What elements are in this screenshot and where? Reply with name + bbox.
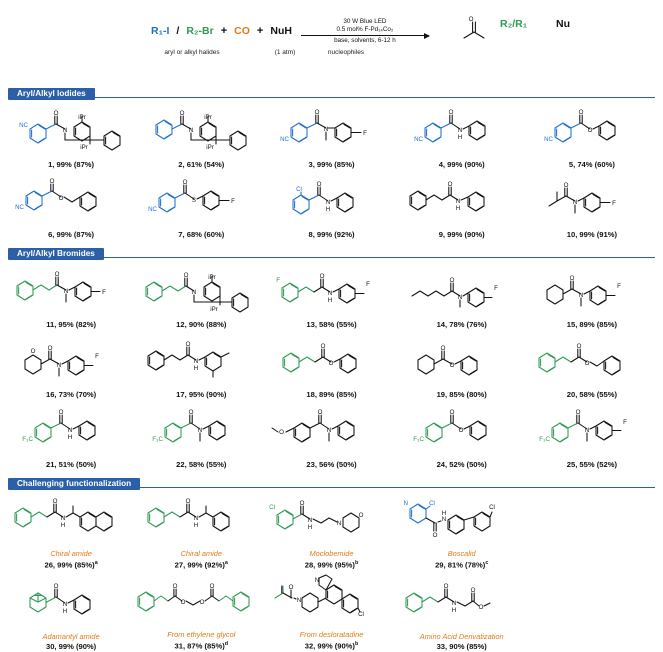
structure-7 [136, 170, 266, 230]
structure-28 [266, 490, 396, 549]
caption-25: 25, 55% (52%) [566, 460, 617, 469]
label-f-13a: F [276, 277, 281, 284]
entry-13 [266, 260, 396, 330]
sublabel-27: Chiral amide [180, 549, 223, 559]
grid-challenging-row2 [6, 571, 657, 652]
reagent-halide-iodide: R₁-I [151, 25, 170, 37]
structure-16 [6, 330, 136, 390]
entry-23 [266, 400, 396, 470]
caption-32 [305, 640, 359, 651]
halide-sublabel: aryl or alkyl halides [164, 49, 220, 56]
caption-24: 24, 52% (50%) [436, 460, 487, 469]
structure-4 [397, 100, 527, 160]
caption-32-text: 32, 99% (90%) [304, 642, 355, 651]
entry-19 [397, 330, 527, 400]
label-o-10: O [563, 182, 569, 189]
label-f-25: F [623, 419, 627, 426]
label-h-27: H [194, 521, 199, 529]
label-n-16: N [56, 362, 62, 369]
label-n-29: N [403, 499, 408, 507]
caption-12: 12, 90% (88%) [176, 320, 227, 329]
label-n-9: N [455, 198, 460, 205]
label-o-6b: O [58, 195, 64, 202]
caption-20: 20, 58% (55%) [566, 390, 617, 399]
caption-32-sup: b [354, 641, 359, 648]
label-n-15: N [578, 292, 584, 299]
structure-29 [397, 490, 527, 549]
label-o-29: O [432, 531, 438, 539]
section-title-challenging: Challenging functionalization [8, 478, 140, 491]
label-n-21: N [67, 427, 73, 434]
label-cl-8: Cl [296, 186, 303, 193]
label-o-6a: O [49, 178, 55, 185]
caption-16: 16, 73% (70%) [45, 390, 97, 399]
label-o-31c: O [199, 598, 205, 606]
label-f-3: F [363, 130, 368, 137]
entry-20 [527, 330, 657, 400]
structure-22 [136, 400, 266, 460]
entry-17 [136, 330, 266, 400]
entry-1 [6, 100, 136, 170]
structure-32 [266, 571, 396, 630]
caption-28 [305, 559, 359, 570]
label-nc-6: NC [15, 204, 25, 211]
label-cl-29a: Cl [428, 499, 435, 507]
figure-page [0, 4, 663, 651]
label-o-5b: O [587, 127, 593, 134]
label-o-19b: O [449, 362, 455, 369]
label-n-30: N [62, 600, 68, 608]
entry-7 [136, 170, 266, 240]
label-f-16: F [95, 353, 99, 360]
entry-14 [397, 260, 527, 330]
label-o-27: O [185, 497, 191, 505]
label-ipr-12b: iPr [210, 306, 219, 313]
caption-23: 23, 56% (50%) [306, 460, 357, 469]
structure-30 [6, 571, 136, 632]
entry-28 [266, 490, 396, 571]
label-n-3: N [324, 126, 329, 133]
label-o-33a: O [443, 582, 449, 590]
nuh-sublabel: nucleophiles [327, 49, 365, 56]
grid-bromides-row2 [6, 330, 657, 400]
label-o-16: O [47, 345, 53, 352]
label-n-29b: N [441, 515, 446, 523]
label-h-26: H [60, 521, 66, 529]
entry-33 [397, 571, 527, 652]
label-o-9: O [447, 181, 453, 188]
label-n-22: N [198, 427, 203, 434]
arrow-condition-bottom: base, solvents, 6-12 h [334, 36, 396, 44]
sublabel-33: Amino Acid Derivatization [419, 632, 504, 641]
arrow-condition-line2: 0.5 mol% F-Pd₁₄Co₂ [336, 25, 394, 33]
caption-27-text: 27, 99% (92%) [174, 561, 225, 570]
structure-5 [527, 100, 657, 160]
label-o-20a: O [576, 343, 582, 350]
section-bar-challenging [8, 473, 655, 488]
label-o-14: O [449, 277, 455, 284]
label-n-23: N [327, 427, 332, 434]
structure-6 [6, 170, 136, 230]
caption-1: 1, 99% (87%) [48, 160, 95, 169]
grid-challenging-row1 [6, 490, 657, 571]
caption-17: 17, 95% (90%) [176, 390, 227, 399]
label-cf3-22: F₃C [152, 436, 164, 443]
caption-4: 4, 99% (90%) [438, 160, 485, 169]
label-nc-7: NC [148, 206, 158, 213]
label-ipr-1b: iPr [80, 144, 88, 151]
structure-24 [397, 400, 527, 460]
label-n-2: N [189, 127, 194, 134]
caption-8: 8, 99% (92%) [308, 230, 355, 239]
label-cf3-24: F₃C [412, 436, 424, 443]
caption-29 [435, 559, 488, 570]
caption-21: 21, 51% (50%) [45, 460, 97, 469]
caption-31-sup: d [224, 641, 229, 648]
label-nc-5: NC [543, 136, 553, 143]
structure-9 [397, 170, 527, 230]
label-o-30: O [53, 582, 59, 590]
caption-5: 5, 74% (60%) [568, 160, 615, 169]
caption-3: 3, 99% (85%) [308, 160, 355, 169]
structure-3 [266, 100, 396, 160]
label-h-21: H [67, 434, 73, 441]
label-f-10: F [612, 200, 616, 207]
label-n-32: N [297, 596, 302, 604]
label-o-16-ring: O [30, 348, 36, 355]
structure-15 [527, 260, 657, 320]
section-title-iodides: Aryl/Alkyl Iodides [8, 88, 95, 101]
entry-27 [136, 490, 266, 571]
structure-14 [397, 260, 527, 320]
reagent-nuh: NuH [270, 25, 292, 37]
label-n-13: N [328, 290, 333, 297]
caption-28-text: 28, 99% (95%) [304, 561, 355, 570]
label-o-7: O [182, 179, 188, 186]
entry-3 [266, 100, 396, 170]
label-o-28b: O [359, 511, 364, 519]
structure-13 [266, 260, 396, 320]
co-sublabel: (1 atm) [274, 49, 296, 56]
label-n-25: N [584, 427, 590, 434]
reagent-co: CO [234, 25, 250, 37]
plus-sign-1: + [220, 25, 228, 37]
sublabel-32: From desloratadine [299, 630, 364, 640]
label-n-8: N [326, 199, 331, 206]
caption-30: 30, 99% (90%) [45, 642, 97, 651]
entry-placeholder-2 [527, 571, 657, 652]
label-o-17: O [185, 341, 191, 348]
label-o-15: O [569, 275, 575, 282]
sublabel-29: Boscalid [447, 549, 476, 559]
label-ipr-1a: iPr [78, 114, 86, 121]
label-nc-4: NC [413, 136, 423, 143]
label-o-12: O [183, 272, 189, 279]
label-nc-3: NC [280, 136, 290, 143]
structure-26 [6, 490, 136, 549]
label-n-4: N [457, 127, 462, 134]
caption-31 [175, 640, 229, 651]
caption-13: 13, 58% (55%) [306, 320, 357, 329]
label-f-14: F [493, 285, 498, 292]
reaction-scheme [8, 4, 655, 80]
structure-33 [397, 571, 527, 632]
structure-23 [266, 400, 396, 460]
label-o-2: O [179, 110, 185, 117]
label-n-1: N [62, 127, 68, 134]
label-n-14: N [457, 294, 462, 301]
structure-18 [266, 330, 396, 390]
caption-31-text: 31, 87% (85%) [174, 642, 225, 651]
label-cf3-21: F₃C [22, 436, 34, 443]
label-o-31d: O [209, 582, 215, 590]
product-nu-label: Nu [556, 18, 571, 30]
label-o-32: O [289, 583, 294, 591]
label-n-32b: N [315, 576, 320, 584]
sublabel-26: Chiral amide [50, 549, 92, 559]
label-n-33: N [451, 599, 456, 607]
entry-26 [6, 490, 136, 571]
label-h-13: H [328, 297, 333, 304]
product-r-label: R₂/R₁ [500, 18, 528, 30]
caption-22: 22, 58% (55%) [176, 460, 227, 469]
label-o-33b: O [470, 586, 476, 594]
label-f-15: F [617, 283, 621, 290]
caption-7: 7, 68% (60%) [178, 230, 225, 239]
section-bar-iodides [8, 83, 655, 98]
entry-30 [6, 571, 136, 652]
label-n-28: N [308, 516, 313, 524]
entry-22 [136, 400, 266, 470]
structure-27 [136, 490, 266, 549]
grid-bromides-row1 [6, 260, 657, 330]
label-ipr-12a: iPr [208, 274, 217, 281]
entry-2 [136, 100, 266, 170]
label-o-23: O [318, 409, 323, 416]
structure-17 [136, 330, 266, 390]
label-n-11: N [63, 288, 69, 295]
label-h-29: H [441, 509, 446, 517]
product-oxygen-label: O [468, 16, 474, 23]
label-ipr-2b: iPr [206, 144, 215, 151]
label-o-11: O [54, 271, 60, 278]
label-o-8: O [317, 181, 322, 188]
label-o-4: O [448, 109, 454, 116]
reagent-halide-bromide: R₂-Br [186, 25, 214, 37]
label-cl-28: Cl [269, 503, 276, 511]
label-cl-32: Cl [358, 610, 365, 618]
entry-25 [527, 400, 657, 470]
label-n-10: N [572, 199, 578, 206]
label-h-4: H [457, 134, 462, 141]
label-o-19a: O [440, 345, 446, 352]
caption-14: 14, 78% (76%) [436, 320, 487, 329]
structure-21 [6, 400, 136, 460]
scheme-sublabels [8, 49, 655, 57]
label-h-17: H [194, 365, 199, 372]
label-h-28: H [308, 523, 313, 531]
label-n-27: N [194, 514, 199, 522]
caption-29-text: 29, 81% (78%) [435, 561, 486, 570]
label-o-31a: O [172, 582, 178, 590]
caption-26-sup: a [94, 560, 98, 567]
entry-8 [266, 170, 396, 240]
caption-11: 11, 95% (82%) [46, 320, 96, 329]
label-o-5a: O [578, 109, 584, 116]
entry-9 [397, 170, 527, 240]
entry-12 [136, 260, 266, 330]
entry-32 [266, 571, 396, 652]
caption-19: 19, 85% (80%) [436, 390, 487, 399]
label-o-21: O [58, 409, 64, 416]
entry-18 [266, 330, 396, 400]
caption-15: 15, 89% (85%) [566, 320, 617, 329]
structure-20 [527, 330, 657, 390]
label-o-26: O [52, 497, 58, 505]
grid-iodides-row1 [6, 100, 657, 170]
entry-15 [527, 260, 657, 330]
caption-27 [175, 559, 228, 570]
sublabel-30: Adamantyl amide [42, 632, 100, 641]
caption-29-sup: c [485, 560, 489, 567]
entry-placeholder [527, 490, 657, 571]
reaction-arrow [299, 13, 431, 49]
label-o-1: O [53, 110, 59, 117]
caption-2: 2, 61% (54%) [178, 160, 225, 169]
label-cl-29b: Cl [488, 503, 495, 511]
label-n-28b: N [337, 519, 342, 527]
structure-31 [136, 571, 266, 630]
structure-1 [6, 100, 136, 160]
arrow-shaft [301, 35, 429, 36]
entry-5 [527, 100, 657, 170]
structure-10 [527, 170, 657, 230]
entry-21 [6, 400, 136, 470]
label-o-20b: O [584, 360, 590, 367]
section-bar-bromides [8, 243, 655, 258]
sublabel-28: Moclobemide [309, 549, 354, 559]
label-o-31b: O [180, 598, 186, 606]
caption-18: 18, 89% (85%) [306, 390, 357, 399]
caption-10: 10, 99% (91%) [566, 230, 617, 239]
caption-26 [44, 559, 97, 570]
grid-bromides-row3 [6, 400, 657, 470]
label-o-22: O [188, 409, 194, 416]
entry-24 [397, 400, 527, 470]
caption-26-text: 26, 99% (85%) [44, 561, 95, 570]
label-o-33c: O [478, 603, 484, 611]
grid-iodides-row2 [6, 170, 657, 240]
caption-33: 33, 90% (85%) [436, 642, 487, 651]
caption-6: 6, 99% (87%) [48, 230, 95, 239]
label-o-13: O [320, 273, 325, 280]
structure-8 [266, 170, 396, 230]
entry-4 [397, 100, 527, 170]
entry-29 [397, 490, 527, 571]
label-o-25: O [575, 409, 581, 416]
label-o-3: O [315, 109, 320, 116]
label-h-33: H [451, 606, 456, 614]
label-o-28: O [300, 499, 305, 507]
label-h-8: H [326, 206, 331, 213]
entry-6 [6, 170, 136, 240]
sublabel-31: From ethylene glycol [167, 630, 236, 640]
label-o-24b: O [458, 427, 464, 434]
label-n-12: N [192, 289, 197, 296]
plus-sign-2: + [256, 25, 264, 37]
label-ipr-2a: iPr [204, 114, 213, 121]
label-n-17: N [194, 358, 199, 365]
entry-11 [6, 260, 136, 330]
label-o-18a: O [321, 343, 326, 350]
label-cf3-25: F₃C [539, 436, 550, 443]
arrow-condition-line1: 30 W Blue LED [343, 17, 387, 25]
scheme-slash: / [176, 25, 180, 37]
label-h-30: H [62, 607, 68, 615]
label-o-18b: O [329, 360, 334, 367]
label-f-11: F [102, 289, 106, 296]
structure-19 [397, 330, 527, 390]
caption-9: 9, 99% (90%) [438, 230, 485, 239]
structure-11 [6, 260, 136, 320]
label-f-13b: F [366, 281, 371, 288]
label-n-26: N [60, 514, 66, 522]
structure-2 [136, 100, 266, 160]
entry-31 [136, 571, 266, 652]
section-title-bromides: Aryl/Alkyl Bromides [8, 248, 104, 261]
structure-12 [136, 260, 266, 320]
caption-28-sup: b [354, 560, 359, 567]
label-o-24a: O [449, 409, 455, 416]
label-s-7: S [192, 197, 197, 204]
label-nc-1: NC [19, 122, 29, 129]
label-meo-23: O [279, 429, 285, 436]
label-f-7: F [231, 198, 236, 205]
structure-25 [527, 400, 657, 460]
label-h-9: H [455, 205, 460, 212]
entry-16 [6, 330, 136, 400]
entry-10 [527, 170, 657, 240]
caption-27-sup: a [224, 560, 228, 567]
